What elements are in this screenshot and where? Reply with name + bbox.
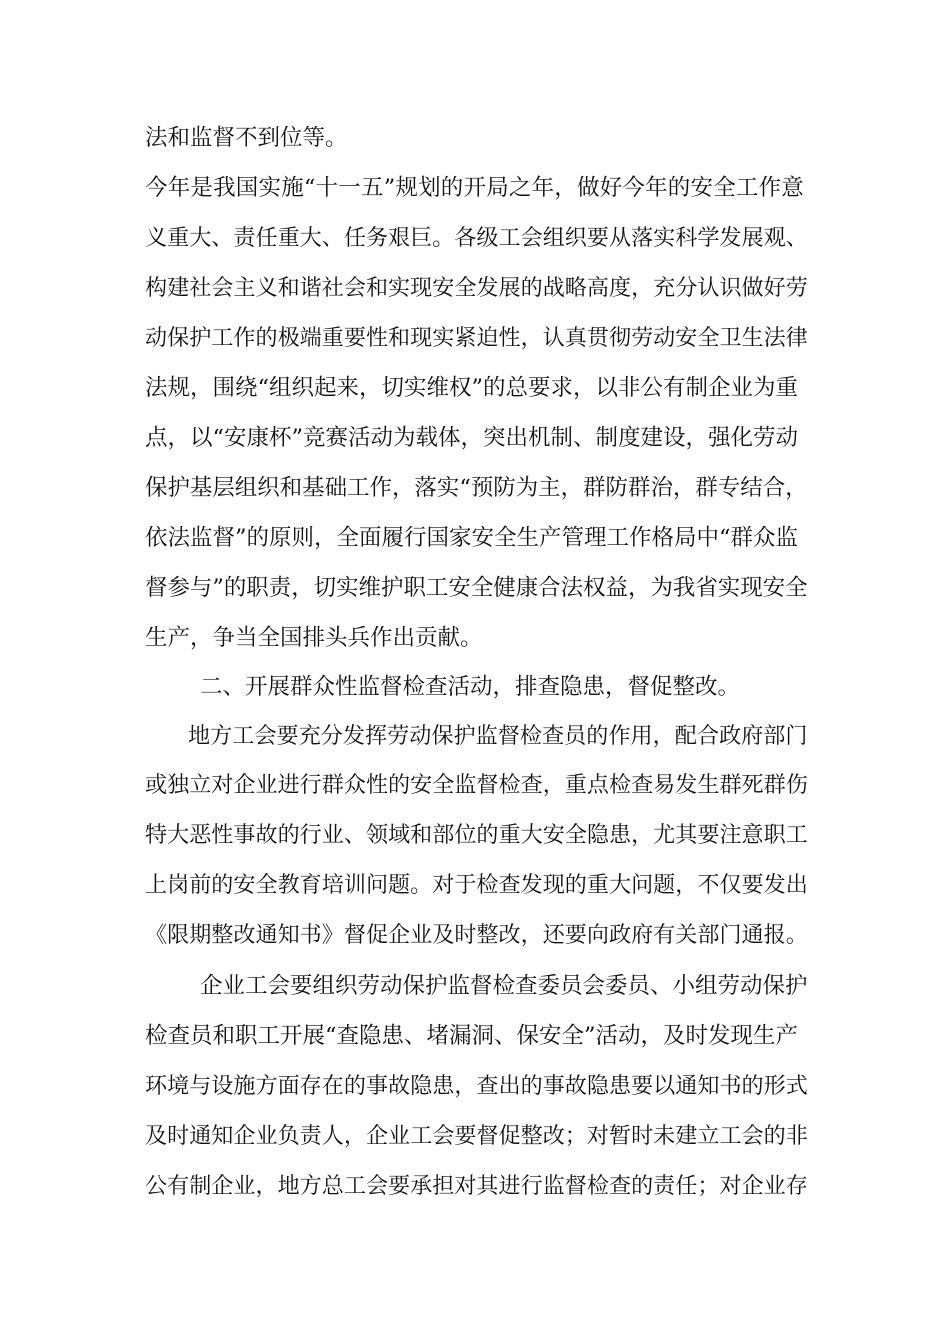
text-line: 或独立对企业进行群众性的安全监督检查，重点检查易发生群死群伤 bbox=[145, 772, 808, 798]
text-line: 保护基层组织和基础工作，落实“预防为主，群防群治，群专结合， bbox=[145, 475, 808, 501]
text-line: 地方工会要充分发挥劳动保护监督检查员的作用，配合政府部门 bbox=[188, 723, 808, 749]
text-line: 及时通知企业负责人，企业工会要督促整改；对暂时未建立工会的非 bbox=[145, 1123, 808, 1149]
text-line: 企业工会要组织劳动保护监督检查委员会委员、小组劳动保护 bbox=[200, 973, 808, 999]
text-line: 上岗前的安全教育培训问题。对于检查发现的重大问题，不仅要发出 bbox=[145, 872, 808, 898]
text-line: 特大恶性事故的行业、领域和部位的重大安全隐患，尤其要注意职工 bbox=[145, 822, 808, 848]
text-line: 生产，争当全国排头兵作出贡献。 bbox=[145, 625, 483, 651]
text-line: 今年是我国实施“十一五”规划的开局之年，做好今年的安全工作意 bbox=[145, 175, 805, 201]
text-line: 动保护工作的极端重要性和现实紧迫性，认真贯彻劳动安全卫生法律 bbox=[145, 325, 808, 351]
text-line: 《限期整改通知书》督促企业及时整改，还要向政府有关部门通报。 bbox=[145, 922, 808, 948]
text-line: 构建社会主义和谐社会和实现安全发展的战略高度，充分认识做好劳 bbox=[145, 275, 808, 301]
text-line: 法规，围绕“组织起来，切实维权”的总要求，以非公有制企业为重 bbox=[145, 375, 799, 401]
text-line: 环境与设施方面存在的事故隐患，查出的事故隐患要以通知书的形式 bbox=[145, 1073, 808, 1099]
text-line: 督参与”的职责，切实维护职工安全健康合法权益，为我省实现安全 bbox=[145, 575, 808, 601]
text-line: 点，以“安康杯”竞赛活动为载体，突出机制、制度建设，强化劳动 bbox=[145, 425, 799, 451]
text-line: 检查员和职工开展“查隐患、堵漏洞、保安全”活动，及时发现生产 bbox=[145, 1023, 799, 1049]
text-line: 法和监督不到位等。 bbox=[145, 125, 348, 151]
text-line: 公有制企业，地方总工会要承担对其进行监督检查的责任；对企业存 bbox=[145, 1173, 808, 1199]
text-line: 义重大、责任重大、任务艰巨。各级工会组织要从落实科学发展观、 bbox=[145, 225, 808, 251]
text-line: 依法监督”的原则，全面履行国家安全生产管理工作格局中“群众监 bbox=[145, 525, 799, 551]
section-heading: 二、开展群众性监督检查活动，排查隐患，督促整改。 bbox=[200, 674, 741, 700]
